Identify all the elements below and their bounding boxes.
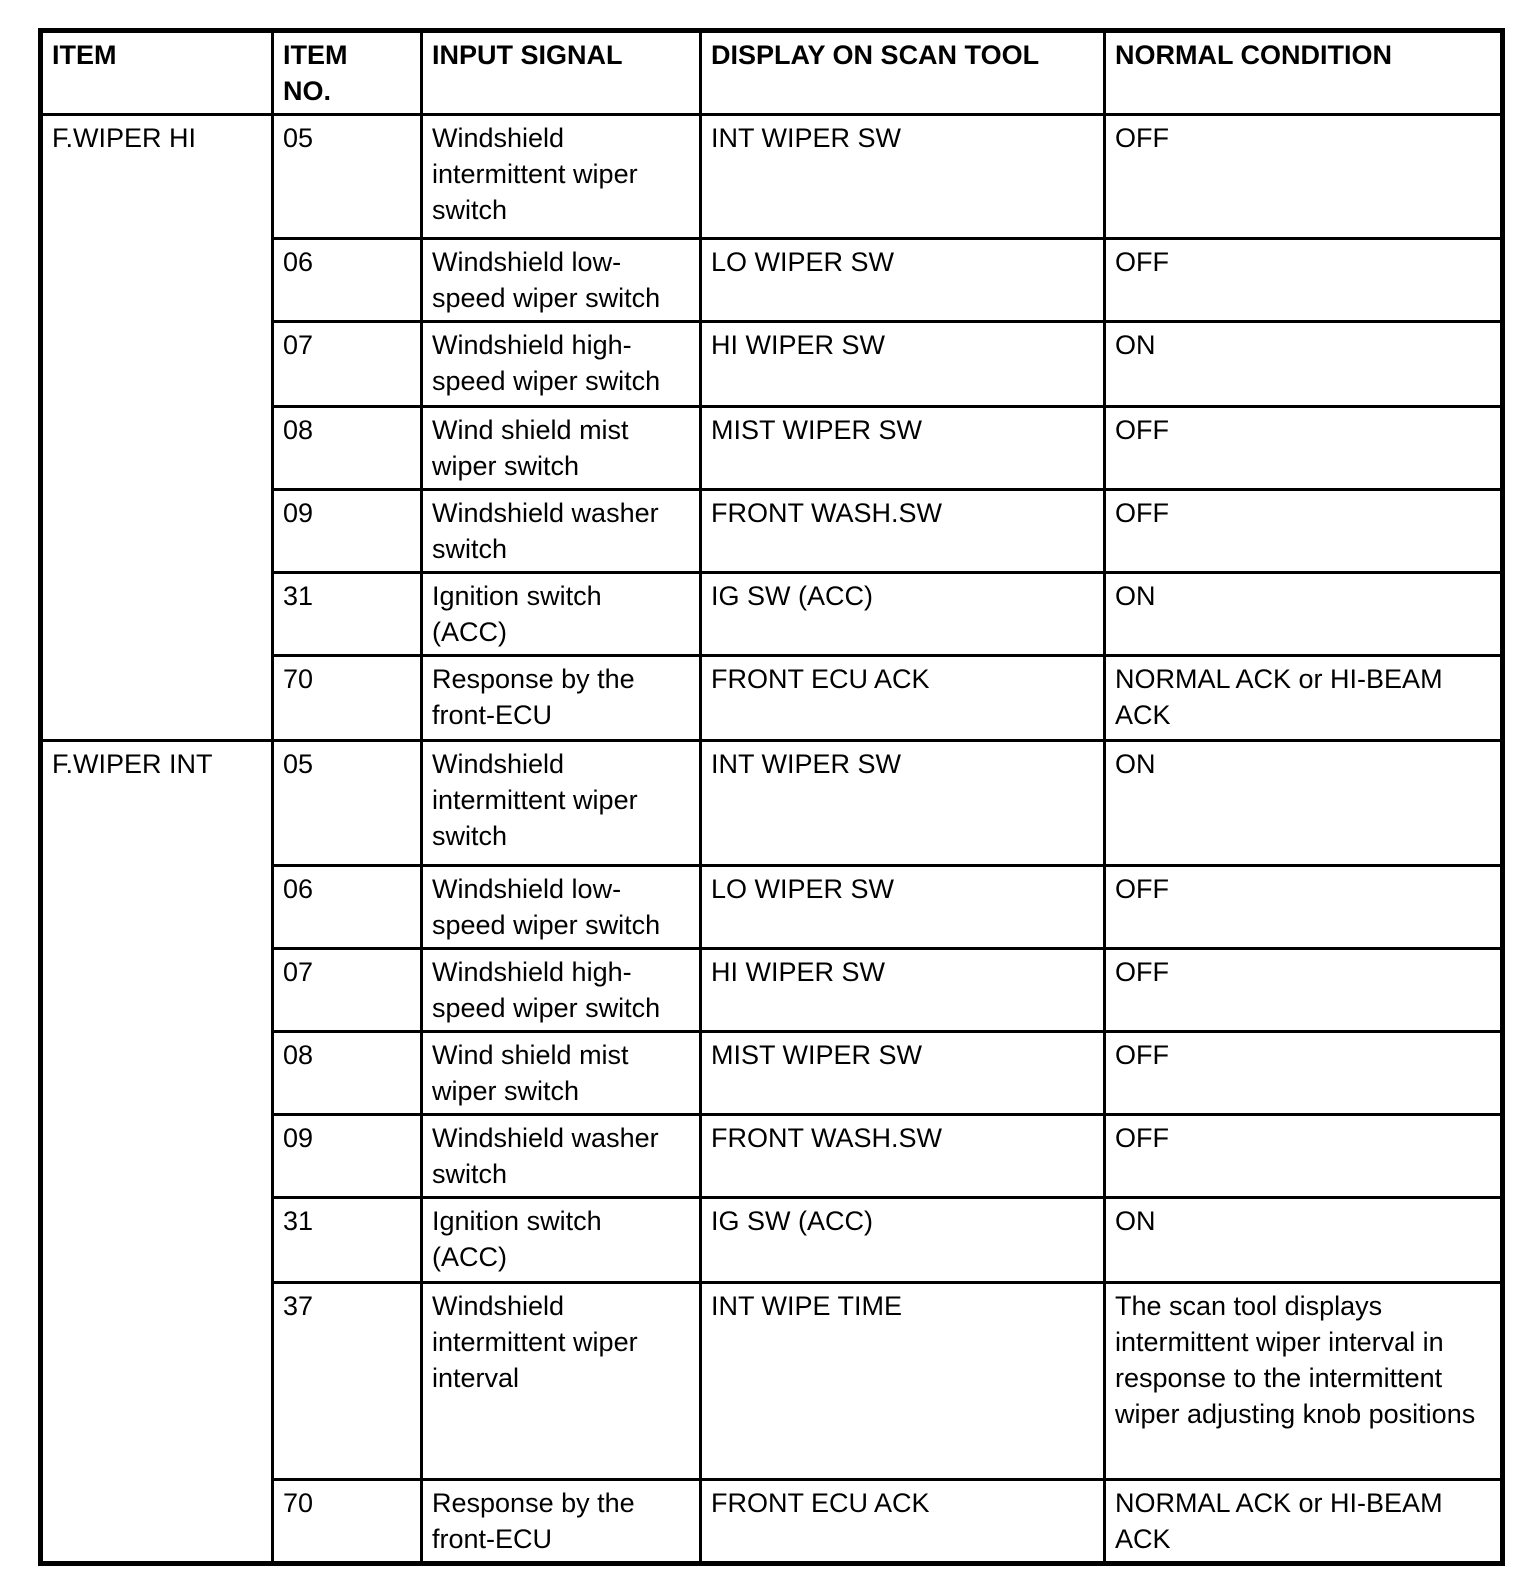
item-no-cell: 37 [273, 1283, 422, 1480]
item-no-cell: 70 [273, 1480, 422, 1564]
normal-condition-cell: OFF [1105, 1115, 1503, 1198]
item-no-cell: 07 [273, 322, 422, 407]
normal-condition-cell: The scan tool displays intermittent wiper interval in response to the intermittent wiper adjusting knob positions [1105, 1283, 1503, 1480]
normal-condition-cell: OFF [1105, 239, 1503, 322]
input-signal-cell: Wind shield mist wiper switch [422, 407, 701, 490]
display-on-scan-tool-cell: HI WIPER SW [701, 949, 1105, 1032]
table-row [41, 115, 1503, 239]
input-signal-cell: Windshield low-speed wiper switch [422, 239, 701, 322]
item-no-cell: 09 [273, 490, 422, 573]
item-group-cell: F.WIPER INT [41, 741, 273, 1564]
display-on-scan-tool-cell: LO WIPER SW [701, 866, 1105, 949]
input-signal-cell: Windshield intermittent wiper switch [422, 741, 701, 866]
input-signal-cell: Response by the front-ECU [422, 656, 701, 741]
item-no-cell: 05 [273, 741, 422, 866]
item-no-cell: 70 [273, 656, 422, 741]
display-on-scan-tool-cell: FRONT WASH.SW [701, 490, 1105, 573]
input-signal-cell: Windshield washer switch [422, 490, 701, 573]
item-no-cell: 08 [273, 1032, 422, 1115]
display-on-scan-tool-cell: INT WIPER SW [701, 115, 1105, 239]
normal-condition-cell: OFF [1105, 490, 1503, 573]
normal-condition-cell: OFF [1105, 1032, 1503, 1115]
input-signal-cell: Ignition switch (ACC) [422, 573, 701, 656]
display-on-scan-tool-cell: IG SW (ACC) [701, 573, 1105, 656]
table-header [41, 31, 1503, 115]
normal-condition-cell: NORMAL ACK or HI-BEAM ACK [1105, 1480, 1503, 1564]
display-on-scan-tool-cell: FRONT ECU ACK [701, 656, 1105, 741]
header-normal-condition: NORMAL CONDITION [1105, 31, 1503, 115]
display-on-scan-tool-cell: INT WIPE TIME [701, 1283, 1105, 1480]
input-signal-cell: Windshield intermittent wiper switch [422, 115, 701, 239]
header-row [41, 31, 1503, 115]
normal-condition-cell: ON [1105, 573, 1503, 656]
normal-condition-cell: ON [1105, 741, 1503, 866]
display-on-scan-tool-cell: LO WIPER SW [701, 239, 1105, 322]
item-no-cell: 07 [273, 949, 422, 1032]
item-no-cell: 06 [273, 866, 422, 949]
item-no-cell: 06 [273, 239, 422, 322]
normal-condition-cell: ON [1105, 1198, 1503, 1283]
display-on-scan-tool-cell: INT WIPER SW [701, 741, 1105, 866]
input-signal-cell: Windshield high-speed wiper switch [422, 949, 701, 1032]
normal-condition-cell: OFF [1105, 115, 1503, 239]
display-on-scan-tool-cell: IG SW (ACC) [701, 1198, 1105, 1283]
normal-condition-cell: OFF [1105, 949, 1503, 1032]
display-on-scan-tool-cell: HI WIPER SW [701, 322, 1105, 407]
normal-condition-cell: OFF [1105, 866, 1503, 949]
input-signal-cell: Windshield intermittent wiper interval [422, 1283, 701, 1480]
item-group-cell: F.WIPER HI [41, 115, 273, 741]
normal-condition-cell: ON [1105, 322, 1503, 407]
input-signal-cell: Response by the front-ECU [422, 1480, 701, 1564]
item-no-cell: 31 [273, 573, 422, 656]
item-no-cell: 08 [273, 407, 422, 490]
display-on-scan-tool-cell: FRONT WASH.SW [701, 1115, 1105, 1198]
item-no-cell: 31 [273, 1198, 422, 1283]
header-item: ITEM [41, 31, 273, 115]
header-input-signal: INPUT SIGNAL [422, 31, 701, 115]
header-item-no: ITEM NO. [273, 31, 422, 115]
normal-condition-cell: OFF [1105, 407, 1503, 490]
table-body [41, 115, 1503, 1564]
display-on-scan-tool-cell: MIST WIPER SW [701, 1032, 1105, 1115]
scan-tool-data-table [38, 28, 1505, 1566]
header-display-on-scan-tool: DISPLAY ON SCAN TOOL [701, 31, 1105, 115]
table-row [41, 741, 1503, 866]
input-signal-cell: Windshield washer switch [422, 1115, 701, 1198]
display-on-scan-tool-cell: MIST WIPER SW [701, 407, 1105, 490]
display-on-scan-tool-cell: FRONT ECU ACK [701, 1480, 1105, 1564]
input-signal-cell: Ignition switch (ACC) [422, 1198, 701, 1283]
item-no-cell: 05 [273, 115, 422, 239]
item-no-cell: 09 [273, 1115, 422, 1198]
input-signal-cell: Windshield low-speed wiper switch [422, 866, 701, 949]
input-signal-cell: Wind shield mist wiper switch [422, 1032, 701, 1115]
input-signal-cell: Windshield high-speed wiper switch [422, 322, 701, 407]
normal-condition-cell: NORMAL ACK or HI-BEAM ACK [1105, 656, 1503, 741]
